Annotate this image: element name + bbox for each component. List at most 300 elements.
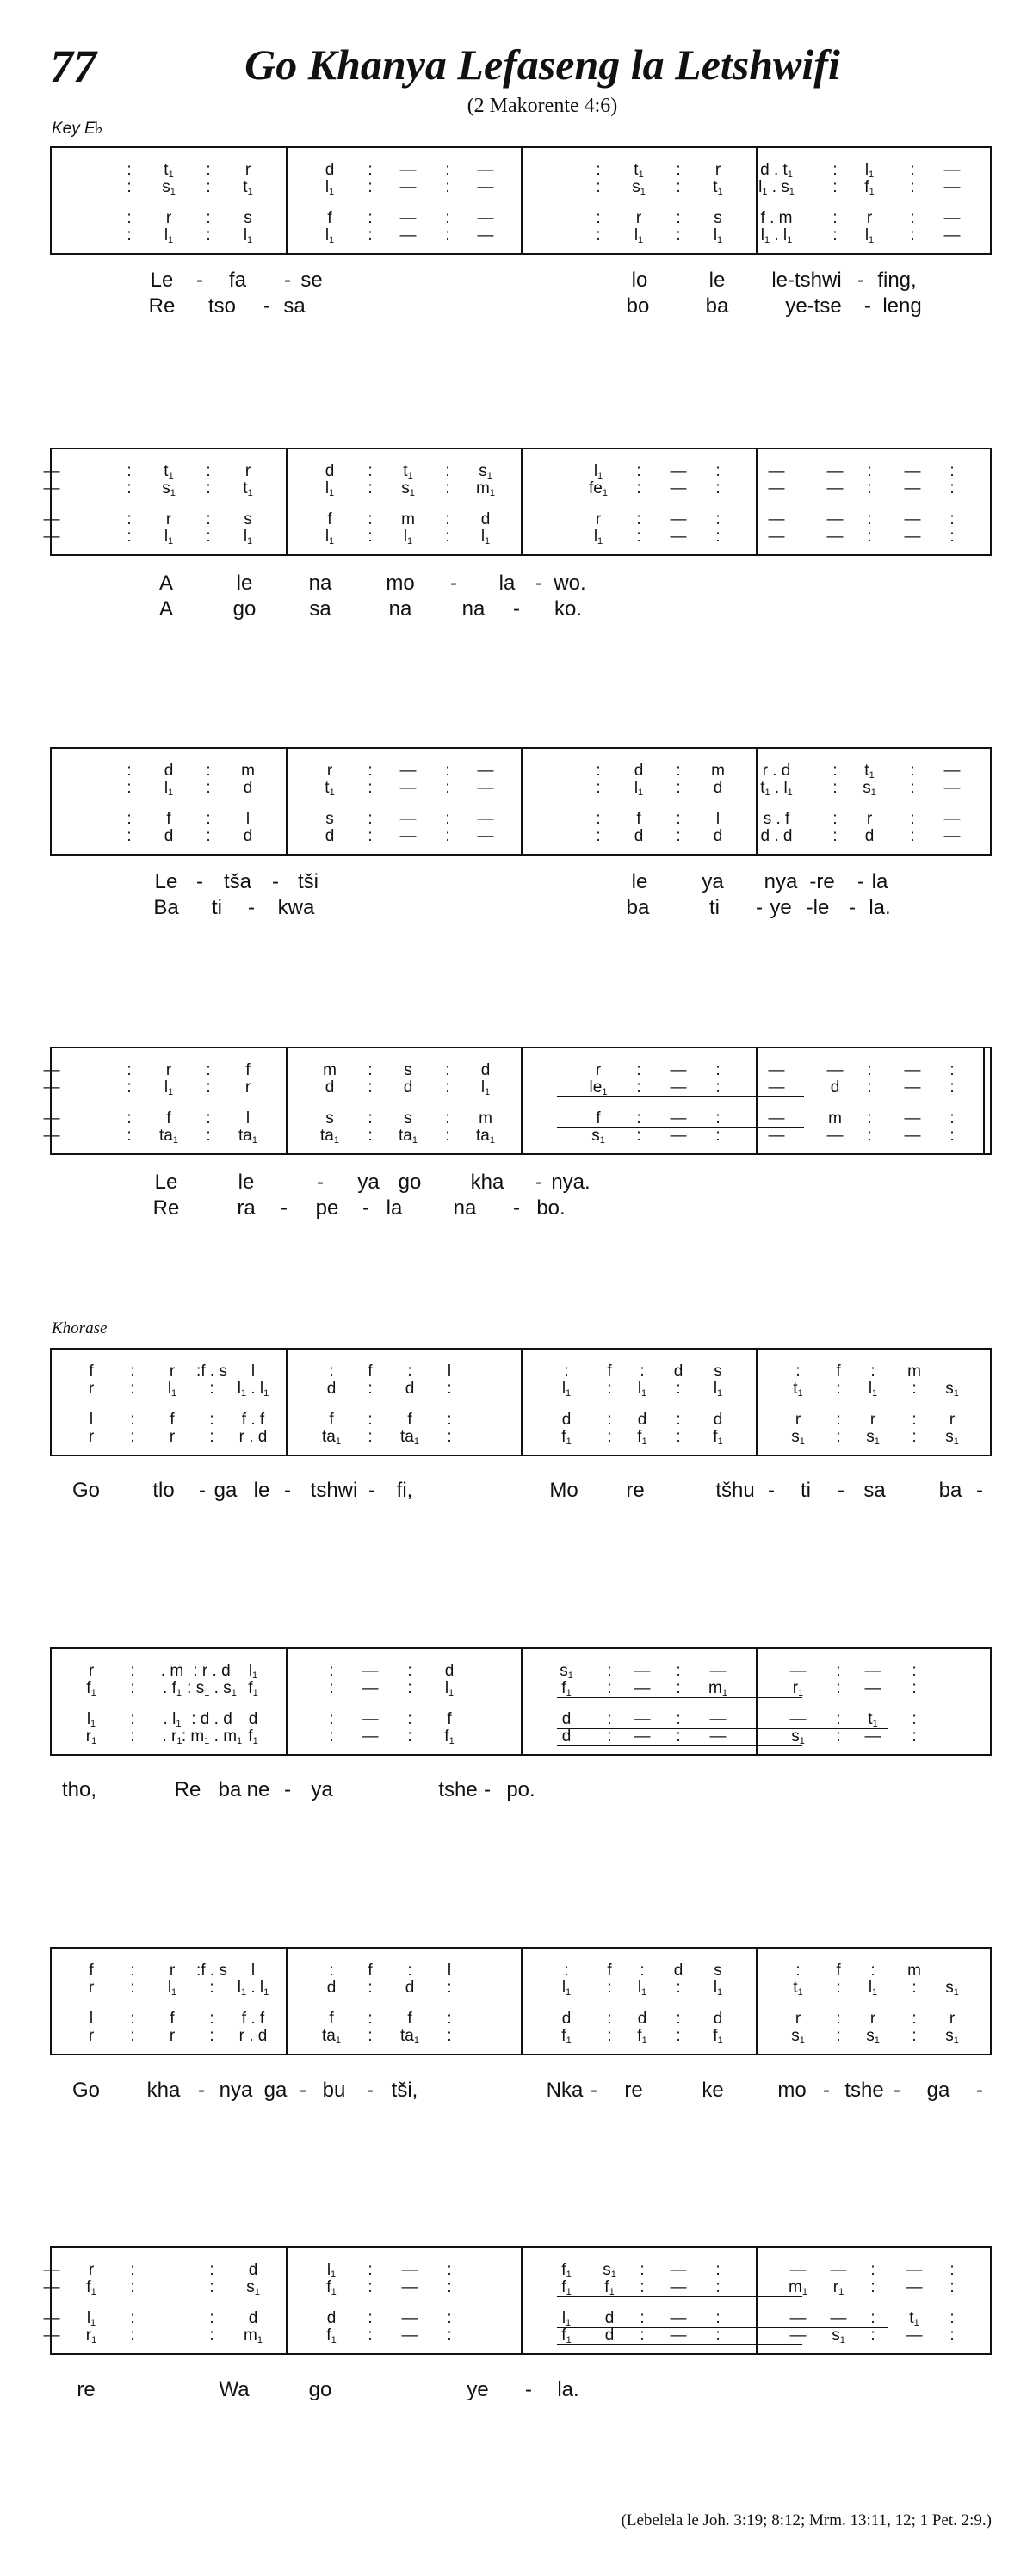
lyric-syllable: ga xyxy=(926,2079,950,2102)
lyric-syllable: sa xyxy=(863,1479,886,1502)
solfa-note: — xyxy=(43,1127,60,1145)
solfa-note: — xyxy=(670,462,687,480)
solfa-note: :f . s xyxy=(196,1961,227,1980)
beat-colon: : xyxy=(910,762,915,780)
solfa-note: $s_1$ xyxy=(791,1727,805,1746)
solfa-note: — xyxy=(768,1061,785,1079)
solfa-note: — xyxy=(477,161,494,179)
solfa-note: $l_1$ xyxy=(243,528,253,547)
solfa-note: d xyxy=(326,1380,337,1398)
beat-colon: : xyxy=(676,1679,681,1697)
solfa-note: r xyxy=(795,2010,801,2028)
lyric-syllable: la xyxy=(871,870,888,893)
solfa-note: $ta_1$ xyxy=(400,2027,419,2046)
lyric-syllable: ti xyxy=(709,896,720,919)
solfa-note: f xyxy=(607,1961,612,1980)
beat-colon: : xyxy=(867,462,872,480)
lyric-syllable: Go xyxy=(71,1479,101,1502)
lyric-syllable: leng xyxy=(882,294,922,318)
solfa-note: r xyxy=(949,1411,956,1429)
beat-colon: : xyxy=(910,779,915,797)
beat-colon: : xyxy=(715,1061,721,1079)
solfa-note: s xyxy=(325,810,334,828)
solfa-note: l xyxy=(447,1362,452,1381)
lyric-syllable: ga xyxy=(263,2079,288,2102)
solfa-note: d . d xyxy=(760,827,793,845)
solfa-note: — xyxy=(943,178,961,196)
beat-colon: : xyxy=(949,2309,955,2327)
lyric-syllable: tshwi xyxy=(310,1479,358,1502)
beat-colon: : xyxy=(836,1411,841,1429)
beat-colon: : xyxy=(636,1061,641,1079)
beat-colon: : xyxy=(130,2326,135,2344)
solfa-note: $f_1$ xyxy=(86,2278,96,2297)
beat-colon: : xyxy=(407,1727,412,1745)
solfa-note: — xyxy=(670,1127,687,1145)
beat-colon: : xyxy=(127,479,132,497)
beat-colon: : xyxy=(127,178,132,196)
solfa-note: r xyxy=(88,1380,95,1398)
lyric-syllable: la. xyxy=(869,896,891,919)
beat-colon: : xyxy=(447,1411,452,1429)
solfa-note: d xyxy=(326,2309,337,2327)
solfa-note: d xyxy=(634,827,644,845)
solfa-note: s xyxy=(714,1362,722,1381)
solfa-note: — xyxy=(943,161,961,179)
lyric-syllable: re xyxy=(77,2378,96,2401)
solfa-note: d xyxy=(713,827,723,845)
solfa-note: $l_1$ xyxy=(326,2261,337,2280)
solfa-note: $m_1$ xyxy=(708,1679,727,1698)
lyric-syllable: fi, xyxy=(396,1479,413,1502)
beat-colon: : xyxy=(209,1380,214,1398)
lyric-syllable: nya xyxy=(764,870,798,893)
beat-colon: : xyxy=(607,1710,612,1728)
beat-colon: : xyxy=(715,479,721,497)
solfa-note: d xyxy=(243,779,253,797)
beat-colon: : xyxy=(676,779,681,797)
beat-colon: : xyxy=(130,1979,135,1997)
lyric-syllable: - xyxy=(362,1196,369,1220)
beat-colon: : xyxy=(329,1727,334,1745)
solfa-note: r xyxy=(714,161,721,179)
solfa-note: $f_1$ xyxy=(713,1428,723,1447)
solfa-note: — xyxy=(43,528,60,546)
solfa-note: $l_1$ xyxy=(480,1078,491,1097)
solfa-note: — xyxy=(670,2278,687,2296)
beat-colon: : xyxy=(368,1078,373,1096)
beat-colon: : xyxy=(676,2010,681,2028)
lyric-syllable: - xyxy=(199,1479,206,1502)
beat-colon: : xyxy=(596,779,601,797)
beat-colon: : xyxy=(368,779,373,797)
lyric-syllable: la. xyxy=(557,2378,579,2401)
lyric-syllable: - xyxy=(198,2079,205,2102)
lyric-syllable: tso xyxy=(207,294,237,318)
lyric-syllable: - xyxy=(535,571,542,595)
lyric-syllable: - xyxy=(284,269,291,292)
beat-colon: : xyxy=(836,1979,841,1997)
solfa-note: $f_1$ xyxy=(637,1428,647,1447)
solfa-note: d xyxy=(830,1078,840,1096)
lyric-syllable: tshe xyxy=(438,1778,478,1801)
solfa-note: — xyxy=(477,226,494,244)
part-row xyxy=(52,1379,990,1399)
beat-colon: : xyxy=(445,762,450,780)
beat-colon: : xyxy=(445,161,450,179)
beat-colon: : xyxy=(832,762,838,780)
lyric-syllable: tho, xyxy=(61,1778,97,1801)
beat-colon: : xyxy=(209,1411,214,1429)
solfa-note: — xyxy=(399,827,417,845)
solfa-note: s xyxy=(244,510,252,528)
solfa-note: $s_1$ xyxy=(591,1127,605,1146)
beat-colon: : xyxy=(910,827,915,845)
solfa-note: — xyxy=(864,1662,881,1680)
solfa-note: $m_1$ xyxy=(244,2326,263,2345)
solfa-note: $t_1$ xyxy=(325,779,335,798)
solfa-note: m xyxy=(907,1362,921,1381)
solfa-note: — xyxy=(864,1679,881,1697)
lyric-syllable: ye-tse xyxy=(785,294,842,318)
chorus-label: Khorase xyxy=(52,1319,108,1337)
solfa-note: — xyxy=(826,1127,844,1145)
beat-colon: : xyxy=(130,2010,135,2028)
beat-colon: : xyxy=(607,1727,612,1745)
beat-colon: : xyxy=(640,1961,645,1980)
solfa-note: — xyxy=(399,178,417,196)
solfa-note: d xyxy=(480,510,491,528)
solfa-note: $f_1$ xyxy=(326,2278,337,2297)
beat-colon: : xyxy=(206,762,211,780)
beat-colon: : xyxy=(910,209,915,227)
solfa-note: $t_1$ xyxy=(243,178,253,197)
solfa-note: f xyxy=(245,1061,251,1079)
beat-colon: : xyxy=(127,528,132,546)
solfa-note: r . d xyxy=(238,2027,268,2045)
solfa-note: $s_1$ xyxy=(560,1662,573,1681)
solfa-note: d xyxy=(713,779,723,797)
beat-colon: : xyxy=(368,810,373,828)
solfa-note: m xyxy=(907,1961,921,1980)
solfa-note: $l_1$ xyxy=(164,779,174,798)
lyric-syllable: re xyxy=(624,2079,643,2102)
verse-system xyxy=(50,747,992,856)
lyric-syllable: ba xyxy=(705,294,729,318)
solfa-note: — xyxy=(634,1679,651,1697)
verse-system xyxy=(43,1047,992,1155)
beat-colon: : xyxy=(209,2010,214,2028)
lyric-syllable: Mo xyxy=(549,1479,578,1502)
lyric-syllable: - xyxy=(272,870,279,893)
beat-colon: : xyxy=(445,810,450,828)
beat-colon: : xyxy=(329,1679,334,1697)
solfa-note: $l_1$ xyxy=(561,1380,572,1399)
lyric-syllable: ne xyxy=(246,1778,270,1801)
beat-colon: : xyxy=(867,510,872,528)
solfa-note: r xyxy=(169,2027,176,2045)
lyric-syllable: tšhu xyxy=(715,1479,755,1502)
beat-colon: : xyxy=(596,178,601,196)
solfa-note: — xyxy=(43,2309,60,2327)
solfa-note: $m_1$ xyxy=(789,2278,807,2297)
solfa-note: r xyxy=(949,2010,956,2028)
solfa-note: $r_1$ xyxy=(85,2326,97,2345)
beat-colon: : xyxy=(130,2309,135,2327)
beat-colon: : xyxy=(715,1109,721,1127)
lyric-syllable: kwa xyxy=(277,896,315,919)
solfa-note: . $l_1$ xyxy=(163,1710,182,1729)
solfa-note: $l_1$ xyxy=(243,226,253,245)
solfa-note: d xyxy=(561,1411,572,1429)
solfa-note: f . m xyxy=(760,209,793,227)
solfa-note: — xyxy=(399,226,417,244)
beat-colon: : xyxy=(407,1679,412,1697)
solfa-note: — xyxy=(904,1127,921,1145)
solfa-note: $t_1$ xyxy=(793,1380,803,1399)
beat-colon: : xyxy=(368,2326,373,2344)
solfa-note: $f_1$ xyxy=(561,2278,572,2297)
solfa-note: — xyxy=(43,2326,60,2344)
beat-colon: : xyxy=(676,827,681,845)
lyric-syllable: ya xyxy=(311,1778,333,1801)
solfa-note: d xyxy=(604,2326,615,2344)
lyric-syllable: le-tshwi xyxy=(771,269,842,292)
part-row xyxy=(52,2026,990,2047)
solfa-note: — xyxy=(43,479,60,497)
beat-colon: : xyxy=(407,1362,412,1381)
beat-colon: : xyxy=(910,226,915,244)
solfa-note: — xyxy=(904,1078,921,1096)
beat-colon: : xyxy=(368,2261,373,2279)
beat-colon: : xyxy=(912,1428,917,1446)
lyric-syllable: - xyxy=(525,2378,532,2401)
beat-colon: : xyxy=(715,2261,721,2279)
beat-colon: : xyxy=(329,1362,334,1381)
beat-colon: : xyxy=(209,1428,214,1446)
beat-colon: : xyxy=(407,1662,412,1680)
beat-colon: : xyxy=(447,1428,452,1446)
solfa-note: — xyxy=(477,178,494,196)
lyric-syllable: bo. xyxy=(536,1196,566,1220)
beat-colon: : xyxy=(867,528,872,546)
chorus-system xyxy=(50,1947,992,2055)
beat-colon: : xyxy=(445,510,450,528)
beat-colon: : xyxy=(368,1979,373,1997)
beat-colon: : xyxy=(607,1679,612,1697)
beat-colon: : xyxy=(676,1727,681,1745)
beat-colon: : xyxy=(447,2309,452,2327)
solfa-note: l xyxy=(89,2010,94,2028)
lyric-syllable: A xyxy=(158,597,174,621)
beat-colon: : xyxy=(206,1061,211,1079)
solfa-note: — xyxy=(943,226,961,244)
part-row xyxy=(43,2277,990,2298)
beat-colon: : xyxy=(368,1061,373,1079)
beat-colon: : xyxy=(676,1428,681,1446)
beat-colon: : xyxy=(870,1961,875,1980)
verse-system xyxy=(43,448,992,556)
beat-colon: : xyxy=(715,1078,721,1096)
beat-colon: : xyxy=(636,1078,641,1096)
solfa-note: — xyxy=(670,1061,687,1079)
beat-colon: : xyxy=(676,810,681,828)
solfa-note: $ta_1$ xyxy=(320,1127,339,1146)
lyric-syllable: le xyxy=(708,269,726,292)
lyric-syllable: - xyxy=(591,2079,597,2102)
solfa-note: — xyxy=(477,209,494,227)
solfa-note: d xyxy=(405,1979,415,1997)
part-row xyxy=(52,1978,990,1998)
solfa-note: $f_1$ xyxy=(248,1727,258,1746)
beat-colon: : xyxy=(949,528,955,546)
lyric-syllable: - xyxy=(838,1479,844,1502)
beat-colon: : xyxy=(836,1380,841,1398)
beat-colon: : xyxy=(715,1127,721,1145)
beat-colon: : xyxy=(636,1109,641,1127)
solfa-note: — xyxy=(670,2309,687,2327)
solfa-note: f xyxy=(368,1961,373,1980)
solfa-note: m xyxy=(828,1109,842,1127)
solfa-note: r . d xyxy=(238,1428,268,1446)
solfa-note: $l_1$ xyxy=(248,1662,258,1681)
beat-colon: : xyxy=(447,1380,452,1398)
solfa-note: . $f_1$ xyxy=(163,1679,182,1698)
solfa-note: f xyxy=(836,1961,841,1980)
beat-colon: : xyxy=(949,2278,955,2296)
solfa-note: f xyxy=(596,1109,601,1127)
solfa-note: $f_1$ xyxy=(248,1679,258,1698)
beat-colon: : xyxy=(447,2010,452,2028)
hymn-number: 77 xyxy=(50,40,96,92)
solfa-note: $s_1$ xyxy=(945,1428,959,1447)
beat-colon: : xyxy=(832,779,838,797)
beat-colon: : xyxy=(127,462,132,480)
lyric-syllable: - xyxy=(513,597,520,621)
part-row xyxy=(52,177,990,198)
beat-colon: : xyxy=(912,1710,917,1728)
solfa-note: — xyxy=(709,1727,727,1745)
beat-colon: : xyxy=(130,1679,135,1697)
beat-colon: : xyxy=(836,2027,841,2045)
solfa-note: $s_1$ xyxy=(603,2261,616,2280)
beat-colon: : xyxy=(130,1362,135,1381)
solfa-note: — xyxy=(399,779,417,797)
solfa-note: $t_1$ xyxy=(164,462,174,481)
lyric-syllable: Ba xyxy=(153,896,179,919)
solfa-note: — xyxy=(768,462,785,480)
beat-colon: : xyxy=(445,528,450,546)
solfa-note: d xyxy=(248,1710,258,1728)
solfa-note: m xyxy=(479,1109,492,1127)
solfa-note: — xyxy=(401,2309,418,2327)
solfa-note: $l_1$ xyxy=(713,226,723,245)
lyric-syllable: -re xyxy=(809,870,835,893)
solfa-note: $t_1$ xyxy=(713,178,723,197)
solfa-note: — xyxy=(43,2261,60,2279)
lyric-syllable: ya xyxy=(702,870,724,893)
solfa-note: — xyxy=(768,479,785,497)
beat-colon: : xyxy=(715,510,721,528)
beat-colon: : xyxy=(676,762,681,780)
beat-colon: : xyxy=(209,2261,214,2279)
solfa-note: r xyxy=(866,810,873,828)
beat-colon: : xyxy=(447,1979,452,1997)
solfa-note: — xyxy=(634,1662,651,1680)
lyric-syllable: - xyxy=(976,1479,983,1502)
lyric-syllable: Nka xyxy=(546,2079,584,2102)
beat-colon: : xyxy=(368,161,373,179)
solfa-note: — xyxy=(634,1710,651,1728)
lyric-syllable: pe xyxy=(315,1196,339,1220)
beat-colon: : xyxy=(912,2027,917,2045)
lyric-syllable: la xyxy=(386,1196,403,1220)
beat-colon: : xyxy=(910,161,915,179)
beat-colon: : xyxy=(564,1362,569,1381)
solfa-note: f xyxy=(329,2010,334,2028)
solfa-note: — xyxy=(789,2261,807,2279)
key-signature: Key E♭ xyxy=(52,120,103,138)
solfa-note: — xyxy=(670,510,687,528)
beat-colon: : xyxy=(636,462,641,480)
solfa-note: r xyxy=(169,1362,176,1381)
beat-colon: : xyxy=(206,827,211,845)
solfa-note: f xyxy=(407,1411,412,1429)
solfa-note: $t_1$ . $l_1$ xyxy=(760,779,793,798)
solfa-note: — xyxy=(904,528,921,546)
solfa-note: r xyxy=(169,1961,176,1980)
solfa-note: $l_1$ xyxy=(593,462,603,481)
solfa-note: $l_1$ xyxy=(864,226,875,245)
beat-colon: : xyxy=(447,2326,452,2344)
solfa-note: f xyxy=(636,810,641,828)
beat-colon: : xyxy=(832,810,838,828)
lyric-syllable: go xyxy=(232,597,257,621)
solfa-note: f xyxy=(407,2010,412,2028)
solfa-note: $l_1$ xyxy=(634,779,644,798)
solfa-note: — xyxy=(477,762,494,780)
lyric-syllable: le xyxy=(238,1171,255,1194)
solfa-note: r . d xyxy=(762,762,791,780)
solfa-note: m xyxy=(711,762,725,780)
beat-colon: : xyxy=(209,2326,214,2344)
beat-colon: : xyxy=(206,779,211,797)
solfa-note: f xyxy=(607,1362,612,1381)
beat-colon: : xyxy=(447,2027,452,2045)
part-row xyxy=(52,1727,990,1747)
solfa-note: — xyxy=(768,528,785,546)
scripture-reference: (Lebelela le Joh. 3:19; 8:12; Mrm. 13:11, 12; 1 Pet. 2:9.) xyxy=(621,2511,992,2530)
lyric-syllable: bo xyxy=(626,294,650,318)
solfa-note: — xyxy=(789,2309,807,2327)
verse-system xyxy=(50,146,992,255)
solfa-note: $s_1$ xyxy=(791,2027,805,2046)
beat-colon: : xyxy=(206,226,211,244)
beat-colon: : xyxy=(636,479,641,497)
beat-colon: : xyxy=(130,1411,135,1429)
beat-colon: : xyxy=(596,161,601,179)
lyric-syllable: - xyxy=(284,1479,291,1502)
beat-colon: : xyxy=(209,1979,214,1997)
solfa-note: $l_1$ . $l_1$ xyxy=(237,1380,269,1399)
solfa-note: — xyxy=(826,510,844,528)
solfa-note: — xyxy=(43,510,60,528)
solfa-note: — xyxy=(768,1078,785,1096)
solfa-note: $r_1$ xyxy=(832,2278,844,2297)
beat-colon: : xyxy=(209,2027,214,2045)
beat-colon: : xyxy=(445,1078,450,1096)
lyric-syllable: - xyxy=(894,2079,900,2102)
